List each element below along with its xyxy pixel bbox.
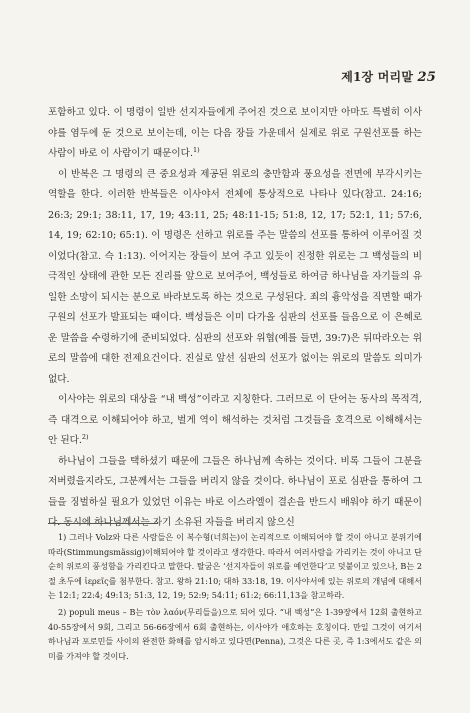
paragraph: 이사야는 위로의 대상을 “내 백성”이라고 지칭한다. 그러므로 이 단어는 동사의 목적격, 즉 대격으로 이해되어야 하고, 벌게 역이 해석하는 것처럼 그것들을 호격으로 이해해서는 안 된다.$^{2)}$: [48, 394, 422, 446]
footnote-mark: 1): [58, 532, 67, 542]
footnotes: [48, 530, 422, 663]
running-title: 제1장 머리말: [341, 70, 414, 84]
footnote-text: populi meus – B는 τὸν λαόν(무리들을)으로 되어 있다. “내 백성”은 1-39장에서 12회 출현하고 40-55장에서 9회, 그리고 56-66장에서 6회 출현하는, 이사야가 애호하는 호칭이다. 만일 그것이 여기서 하나님과 포로민들 사이의 완전한 화해를 암시하고 있다면(Penna), 그것은 다른 곳, 즉 1:3에서도 같은 의미를 가져야 할 것이다.: [48, 606, 422, 661]
footnote-mark: 2): [58, 606, 67, 617]
footnote-text: 그러나 Volz와 다른 사람들은 이 복수형(너희는)이 논리적으로 이해되어야 할 것이 아니고 분위기에 따라(Stimmungsmässig)이해되어야 할 것이라고 생각한다. 따라서 여러사람을 가리키는 것이 아니고 단순히 위로의 풍성함을 가리킨다고 말한다. 탈굼은 ‘선지자들이 위로를 예언한다’고 덧붙이고 있으나, B는 2절 초두에 ἱερεῖς를 첨부한다. 참고. 왕하 21:10; 대하 33:18, 19. 이사야서에 있는 위로의 개념에 대해서는 12:1; 22:4; 49:13; 51:3, 12, 19; 52:9; 54:11; 61:2; 66:11,13을 참고하라.: [48, 532, 422, 601]
footnote-divider: [48, 523, 158, 524]
paragraph: 이 반복은 그 명령의 큰 중요성과 제공된 위로의 충만함과 풍요성을 전면에 부각시키는 역할을 한다. 이러한 반복들은 이사야서 전체에 통상적으로 나타나 있다(참고. 24:16; 26:3; 29:1; 38:11, 17, 19; 43:11, 25; 48:11-15; 51:8, 12, 17; 52:1, 11; 57:6, 14, 19; 62:10; 65:1). 이 명령은 선하고 위로를 주는 말씀의 선포를 통하여 이루어질 것이었다(참고. 슥 1:13). 이어지는 장들이 보여 주고 있듯이 진정한 위로는 그 백성들의 비극적인 상태에 관한 모든 진리를 앞으로 보여주어, 백성들로 하여금 하나님을 자기들의 유일한 소망이 되시는 분으로 바라보도록 하는 것으로 구성된다. 죄의 흉악성을 직면할 때가 구원의 선포가 발표되는 때이다. 백성들은 이미 다가올 심판의 선포를 들음으로 이 은혜로운 말씀을 수령하기에 준비되었다. 심판의 선포와 위협(예를 들면, 39:7)은 뒤따라오는 위로의 말씀에 대한 전제요건이다. 진실로 앞선 심판의 선포가 없이는 위로의 말씀도 의미가 없다.: [48, 168, 422, 385]
main-text: [48, 103, 422, 534]
footnote-ref: 2): [81, 432, 89, 441]
paragraph: 하나님이 그들을 택하셨기 때문에 그들은 하나님께 속하는 것이다. 비록 그들이 그분을 저버렸을지라도, 그분께서는 그들을 버리지 않을 것이다. 하나님이 포로 심판을 통하여 그들을 징벌하실 필요가 있었던 이유는 바로 이스라엘이 결손을 반드시 배워야 하기 때문이다. 동시에 하나님께서는 자기 소유된 자들을 버리지 않으신: [48, 455, 422, 528]
footnote: [48, 530, 422, 603]
footnote: [48, 605, 422, 663]
page-number: 25: [417, 70, 436, 85]
running-head: [341, 68, 436, 85]
paragraph: 포함하고 있다. 이 명령이 일반 선지자들에게 주어진 것으로 보이지만 아마도 특별히 이사야를 염두에 둔 것으로 보이는데, 이는 다음 장들 가운데서 실제로 위로 구원선포를 하는 사람이 바로 이 사람이기 때문이다.$^{1)}$: [48, 107, 422, 159]
footnote-ref: 1): [193, 145, 200, 154]
